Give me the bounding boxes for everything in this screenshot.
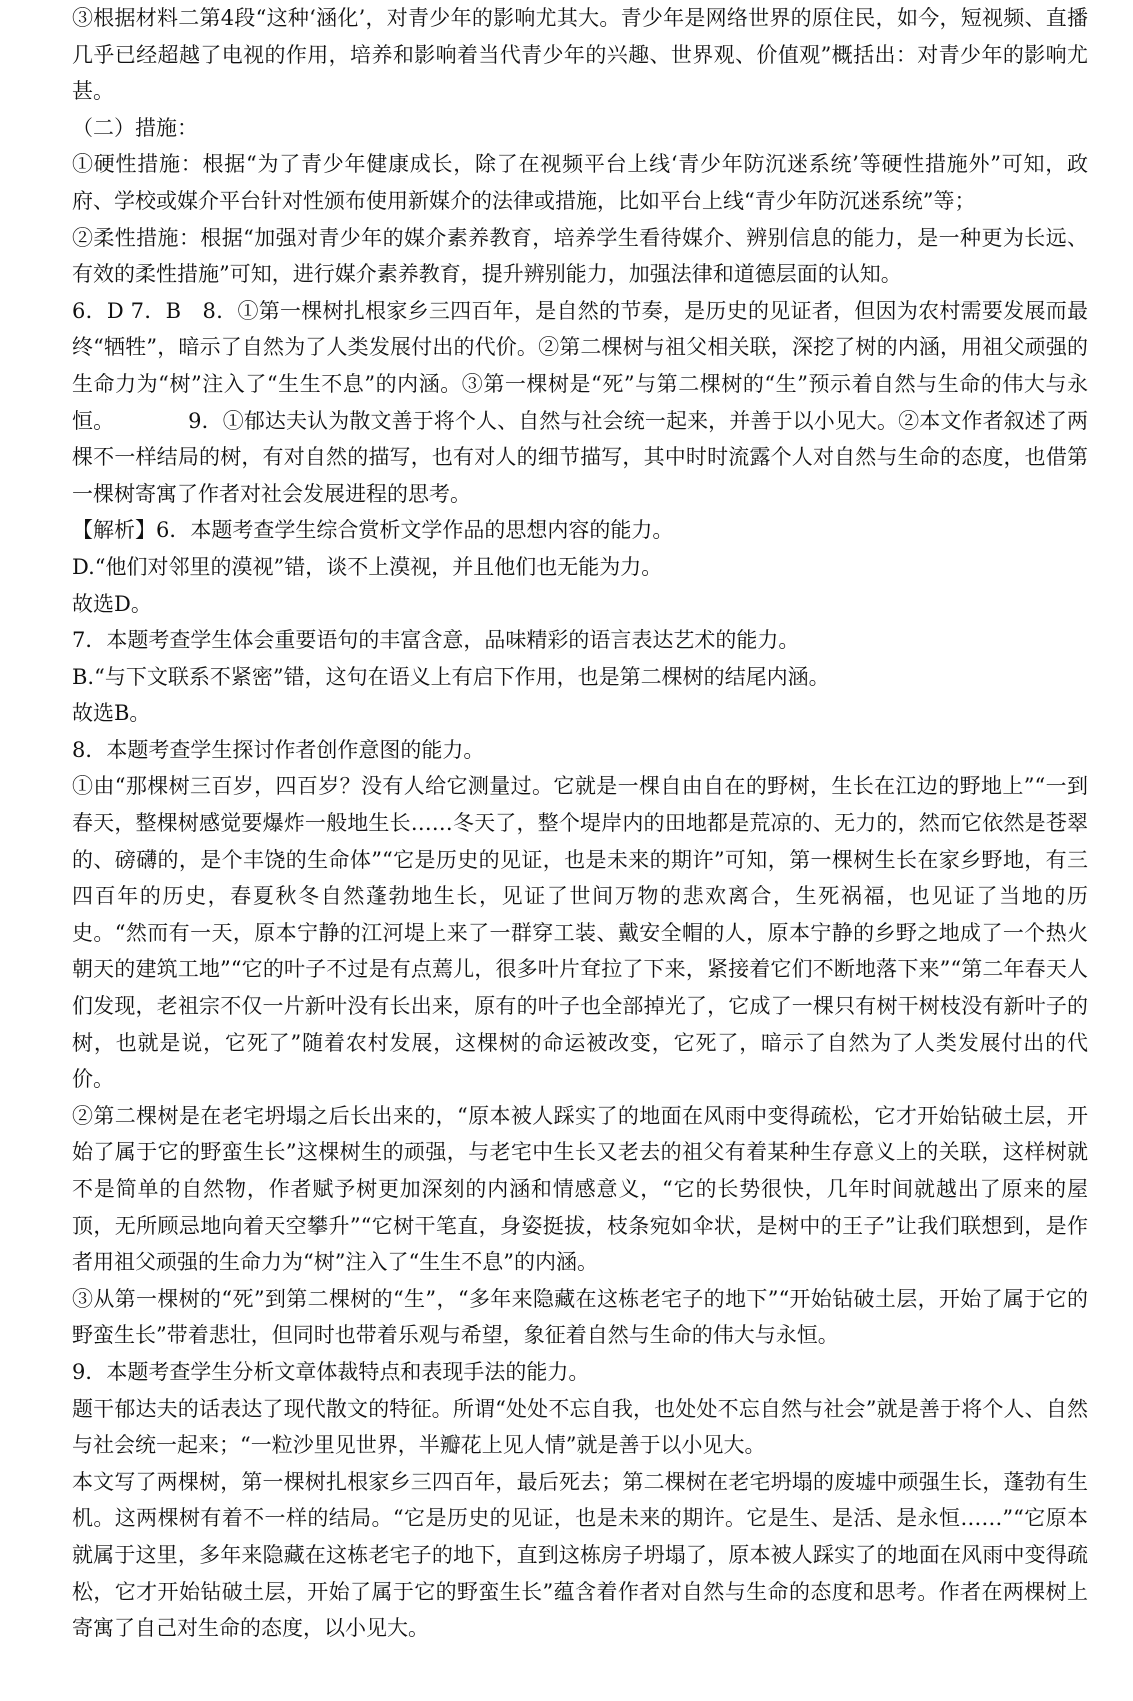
paragraph-analysis-8: 8．本题考查学生探讨作者创作意图的能力。 (72, 737, 485, 762)
paragraph-answers-6-9: 6．D 7．B 8．①第一棵树扎根家乡三四百年，是自然的节奏，是历史的见证者，但因为农村需要发展而最终“牺牲”，暗示了自然为了人类发展付出的代价。②第二棵树与祖父相关联，深挖了树的内涵，用祖父顽强的生命力为“树”注入了“生生不息”的内涵。③第一棵树是“死”与第二棵树的“生”预示着自然与生命的伟大与永恒。 9．①郁达夫认为散文善于将个人、自然与社会统一起来，并善于以小见大。②本文作者叙述了两棵不一样结局的树，有对自然的描写，也有对人的细节描写，其中时时流露个人对自然与生命的态度，也借第一棵树寄寓了作者对社会发展进程的思考。 (72, 298, 1088, 506)
paragraph-analysis-8-point-3: ③从第一棵树的“死”到第二棵树的“生”，“多年来隐藏在这栋老宅子的地下”“开始钻破土层，开始了属于它的野蛮生长”带着悲壮，但同时也带着乐观与希望，象征着自然与生命的伟大与永恒。 (72, 1286, 1088, 1348)
paragraph-analysis-8-point-1: ①由“那棵树三百岁，四百岁？没有人给它测量过。它就是一棵自由自在的野树，生长在江边的野地上”“一到春天，整棵树感觉要爆炸一般地生长……冬天了，整个堤岸内的田地都是荒凉的、无力的，然而它依然是苍翠的、磅礴的，是个丰饶的生命体”“它是历史的见证，也是未来的期许”可知，第一棵树生长在家乡野地，有三四百年的历史，春夏秋冬自然蓬勃地生长，见证了世间万物的悲欢离合，生死祸福，也见证了当地的历史。“然而有一天，原本宁静的江河堤上来了一群穿工装、戴安全帽的人，原本宁静的乡野之地成了一个热火朝天的建筑工地”“它的叶子不过是有点蔫儿，很多叶片耷拉了下来，紧接着它们不断地落下来”“第二年春天人们发现，老祖宗不仅一片新叶没有长出来，原有的叶子也全部掉光了，它成了一棵只有树干树枝没有新叶子的树，也就是说，它死了”随着农村发展，这棵树的命运被改变，它死了，暗示了自然为了人类发展付出的代价。 (72, 774, 1088, 1092)
paragraph-summary-3: ③根据材料二第4段“这种‘涵化’，对青少年的影响尤其大。青少年是网络世界的原住民，如今，短视频、直播几乎已经超越了电视的作用，培养和影响着当代青少年的兴趣、世界观、价值观”概括出：对青少年的影响尤甚。 (72, 6, 1088, 104)
paragraph-analysis-9: 9．本题考查学生分析文章体裁特点和表现手法的能力。 (72, 1359, 590, 1384)
paragraph-analysis-9-trees: 本文写了两棵树，第一棵树扎根家乡三四百年，最后死去；第二棵树在老宅坍塌的废墟中顽强生长，蓬勃有生机。这两棵树有着不一样的结局。“它是历史的见证，也是未来的期许。它是生、是活、是永恒……”“它原本就属于这里，多年来隐藏在这栋老宅子的地下，直到这栋房子坍塌了，原本被人踩实了的地面在风雨中变得疏松，它才开始钻破土层，开始了属于它的野蛮生长”蕴含着作者对自然与生命的态度和思考。作者在两棵树上寄寓了自己对生命的态度，以小见大。 (72, 1469, 1088, 1641)
paragraph-analysis-7: 7．本题考查学生体会重要语句的丰富含意，品味精彩的语言表达艺术的能力。 (72, 628, 800, 653)
paragraph-analysis-9-prose: 题干郁达夫的话表达了现代散文的特征。所谓“处处不忘自我，也处处不忘自然与社会”就是善于将个人、自然与社会统一起来；“一粒沙里见世界，半瓣花上见人情”就是善于以小见大。 (72, 1396, 1088, 1458)
paragraph-measures-heading: （二）措施： (72, 115, 198, 140)
paragraph-analysis-7-option-b: B.“与下文联系不紧密”错，这句在语义上有启下作用，也是第二棵树的结尾内涵。 (72, 664, 830, 689)
paragraph-analysis-6-option-d: D.“他们对邻里的漠视”错，谈不上漠视，并且他们也无能为力。 (72, 554, 663, 579)
paragraph-choose-b: 故选B。 (72, 701, 151, 726)
paragraph-choose-d: 故选D。 (72, 591, 152, 616)
paragraph-analysis-8-point-2: ②第二棵树是在老宅坍塌之后长出来的，“原本被人踩实了的地面在风雨中变得疏松，它才开始钻破土层，开始了属于它的野蛮生长”这棵树生的顽强，与老宅中生长又老去的祖父有着某种生存意义上的关联，这样树就不是简单的自然物，作者赋予树更加深刻的内涵和情感意义，“它的长势很快，几年时间就越出了原来的屋顶，无所顾忌地向着天空攀升”“它树干笔直，身姿挺拔，枝条宛如伞状，是树中的王子”让我们联想到，是作者用祖父顽强的生命力为“树”注入了“生生不息”的内涵。 (72, 1103, 1088, 1275)
paragraph-analysis-6: 【解析】6．本题考查学生综合赏析文学作品的思想内容的能力。 (72, 518, 674, 543)
paragraph-soft-measures: ②柔性措施：根据“加强对青少年的媒介素养教育，培养学生看待媒介、辨别信息的能力，是一种更为长远、有效的柔性措施”可知，进行媒介素养教育，提升辨别能力，加强法律和道德层面的认知。 (72, 225, 1088, 287)
paragraph-hard-measures: ①硬性措施：根据“为了青少年健康成长，除了在视频平台上线‘青少年防沉迷系统’等硬性措施外”可知，政府、学校或媒介平台针对性颁布使用新媒介的法律或措施，比如平台上线“青少年防沉迷系统”等； (72, 152, 1088, 213)
